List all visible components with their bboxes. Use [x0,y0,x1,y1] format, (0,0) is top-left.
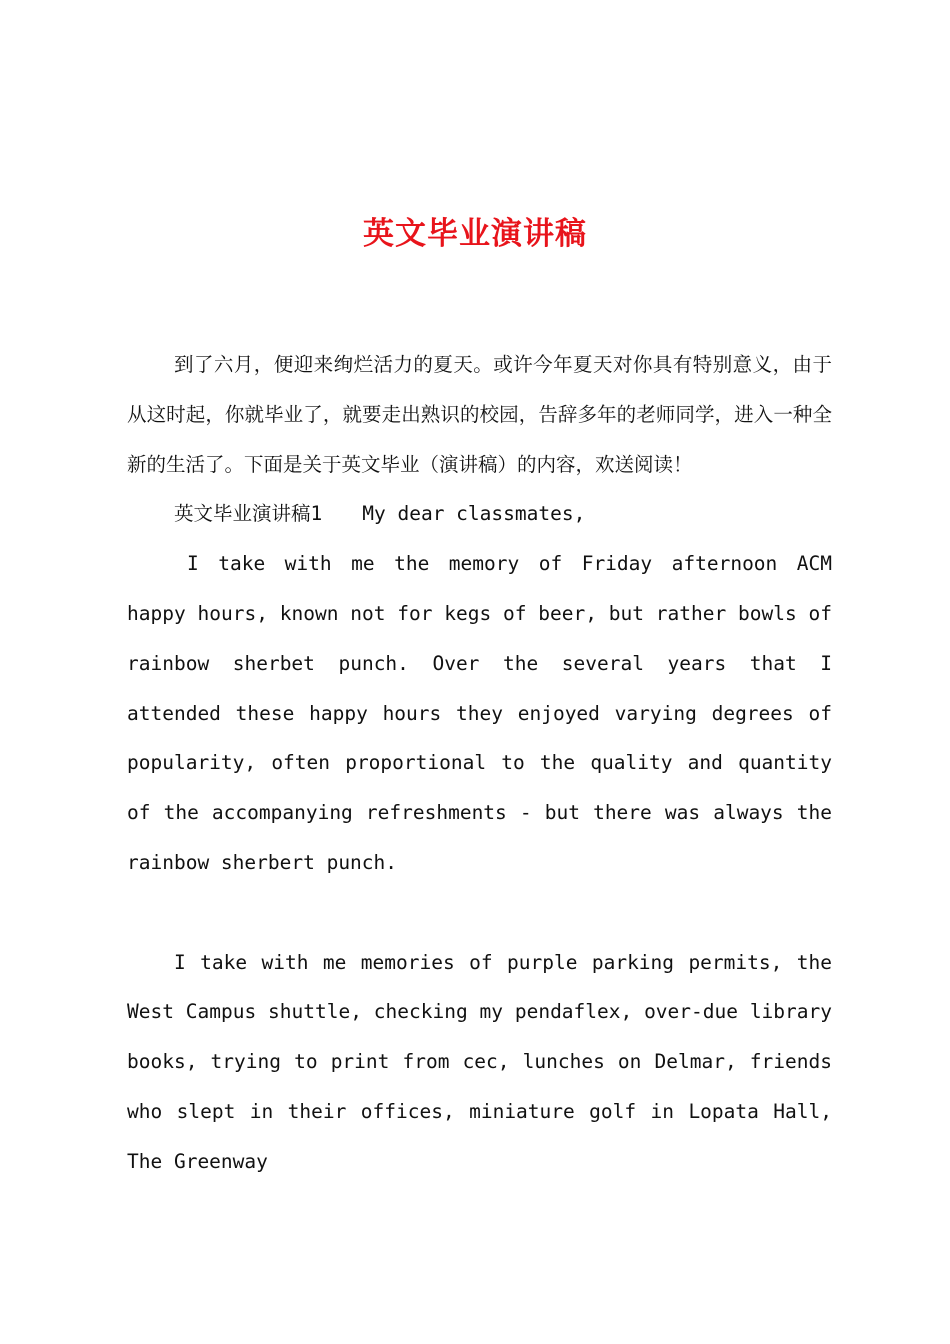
document-title: 英文毕业演讲稿 [363,216,587,252]
body-paragraph-2: I take with me memories of purple parking permits, the West Campus shuttle, checking my pendaflex, over-due library books, trying to print from cec, lunches on Delmar, friends who slept in their offices, miniature golf in Lopata Hall, The Greenway [127,950,832,1173]
document-body [127,340,832,1187]
paragraph-gap [127,888,832,938]
section-heading-line [127,489,832,539]
section-heading: 英文毕业演讲稿1 [174,502,323,526]
intro-paragraph: 到了六月，便迎来绚烂活力的夏天。或许今年夏天对你具有特别意义，由于从这时起，你就毕业了，就要走出熟识的校园，告辞多年的老师同学，进入一种全新的生活了。下面是关于英文毕业（演讲稿）的内容，欢送阅读！ [127,353,832,476]
salutation: My dear classmates, [362,502,586,526]
body-paragraph-1: I take with me the memory of Friday afternoon ACM happy hours, known not for kegs of beer, but rather bowls of rainbow sherbet punch. Over the several years that I attended these happy hours they enjoyed varying degrees of popularity, often proportional to the quality and quantity of the accompanying refreshments - but there was always the rainbow sherbert punch. [127,552,832,874]
